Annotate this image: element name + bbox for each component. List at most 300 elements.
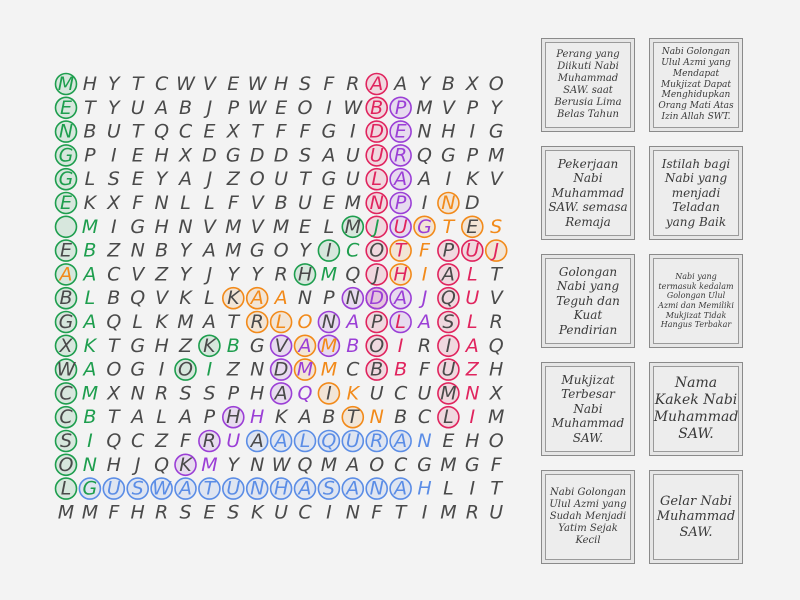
grid-letter[interactable]: N: [321, 311, 337, 333]
grid-letter[interactable]: I: [421, 192, 428, 214]
grid-letter[interactable]: T: [394, 501, 407, 524]
grid-letter[interactable]: F: [180, 430, 191, 452]
grid-letter[interactable]: S: [490, 215, 503, 238]
grid-letter[interactable]: Y: [299, 239, 311, 262]
grid-letter[interactable]: I: [469, 120, 476, 143]
grid-letter[interactable]: T: [442, 215, 455, 238]
grid-letter[interactable]: A: [370, 73, 384, 95]
grid-letter[interactable]: X: [107, 192, 121, 214]
grid-letter[interactable]: B: [370, 96, 384, 119]
grid-letter[interactable]: T: [346, 406, 359, 429]
grid-letter[interactable]: M: [81, 501, 99, 524]
grid-letter[interactable]: A: [131, 406, 145, 429]
grid-letter[interactable]: A: [322, 144, 336, 167]
grid-letter[interactable]: V: [202, 73, 216, 95]
grid-letter[interactable]: N: [417, 430, 432, 452]
grid-letter[interactable]: A: [202, 239, 216, 262]
grid-letter[interactable]: N: [250, 453, 265, 476]
grid-letter[interactable]: K: [203, 334, 216, 357]
grid-letter[interactable]: P: [466, 96, 479, 119]
grid-letter[interactable]: E: [227, 73, 240, 95]
grid-letter[interactable]: R: [465, 501, 479, 524]
grid-letter[interactable]: J: [493, 239, 500, 262]
grid-letter[interactable]: H: [417, 477, 432, 500]
grid-letter[interactable]: I: [445, 168, 452, 191]
grid-letter[interactable]: U: [130, 96, 145, 119]
grid-letter[interactable]: Y: [418, 73, 431, 95]
grid-letter[interactable]: U: [106, 120, 121, 143]
grid-letter[interactable]: I: [110, 215, 117, 238]
grid-letter[interactable]: N: [250, 358, 265, 381]
grid-letter[interactable]: Y: [227, 453, 240, 476]
grid-letter[interactable]: A: [441, 263, 455, 286]
grid-letter[interactable]: R: [417, 334, 432, 357]
grid-letter[interactable]: Q: [440, 287, 456, 310]
grid-letter[interactable]: I: [469, 477, 476, 500]
grid-letter[interactable]: T: [107, 406, 120, 429]
grid-letter[interactable]: O: [273, 239, 289, 262]
grid-letter[interactable]: F: [108, 501, 120, 524]
grid-letter[interactable]: U: [441, 358, 456, 381]
grid-letter[interactable]: S: [298, 144, 312, 167]
grid-letter[interactable]: F: [227, 192, 239, 214]
grid-letter[interactable]: T: [490, 263, 503, 286]
grid-letter[interactable]: F: [299, 120, 311, 143]
grid-letter[interactable]: S: [107, 168, 120, 191]
grid-letter[interactable]: M: [416, 96, 433, 119]
grid-letter[interactable]: C: [417, 406, 432, 429]
grid-letter[interactable]: I: [110, 144, 117, 167]
grid-letter[interactable]: B: [155, 239, 169, 262]
clue-card-5[interactable]: [541, 254, 635, 348]
grid-letter[interactable]: U: [226, 477, 241, 500]
grid-letter[interactable]: A: [250, 287, 264, 310]
grid-letter[interactable]: L: [395, 311, 406, 333]
grid-letter[interactable]: N: [297, 287, 313, 310]
grid-letter[interactable]: M: [344, 215, 362, 238]
grid-letter[interactable]: I: [158, 358, 165, 381]
grid-letter[interactable]: R: [370, 430, 384, 452]
grid-letter[interactable]: M: [296, 358, 314, 381]
grid-letter[interactable]: E: [59, 192, 73, 214]
grid-letter[interactable]: M: [487, 406, 505, 429]
grid-letter[interactable]: L: [443, 406, 454, 429]
grid-letter[interactable]: Z: [226, 358, 240, 381]
grid-letter[interactable]: R: [393, 144, 408, 167]
grid-letter[interactable]: E: [298, 215, 312, 238]
grid-letter[interactable]: E: [203, 120, 216, 143]
grid-letter[interactable]: N: [345, 287, 360, 310]
grid-letter[interactable]: B: [370, 358, 384, 381]
grid-letter[interactable]: T: [394, 239, 407, 262]
grid-letter[interactable]: K: [466, 168, 479, 191]
grid-letter[interactable]: N: [130, 239, 145, 262]
grid-letter[interactable]: Q: [345, 263, 361, 286]
grid-letter[interactable]: A: [346, 477, 360, 500]
grid-letter[interactable]: E: [275, 96, 288, 119]
grid-letter[interactable]: R: [202, 430, 217, 452]
grid-letter[interactable]: L: [204, 287, 215, 310]
grid-letter[interactable]: W: [56, 358, 76, 381]
grid-letter[interactable]: C: [298, 501, 312, 524]
grid-letter[interactable]: A: [83, 263, 97, 286]
grid-letter[interactable]: C: [59, 382, 73, 405]
grid-letter[interactable]: F: [275, 120, 287, 143]
grid-letter[interactable]: E: [442, 430, 455, 452]
grid-letter[interactable]: D: [369, 120, 385, 143]
grid-letter[interactable]: T: [227, 311, 240, 333]
grid-letter[interactable]: V: [250, 215, 264, 238]
grid-letter[interactable]: P: [227, 96, 240, 119]
grid-letter[interactable]: E: [466, 215, 479, 238]
clue-card-10[interactable]: [649, 470, 743, 564]
grid-letter[interactable]: I: [326, 382, 332, 405]
grid-letter[interactable]: S: [203, 382, 216, 405]
grid-letter[interactable]: A: [179, 406, 192, 429]
grid-letter[interactable]: B: [322, 406, 336, 429]
grid-letter[interactable]: B: [226, 334, 240, 357]
grid-letter[interactable]: S: [227, 501, 240, 524]
grid-letter[interactable]: U: [465, 287, 480, 310]
grid-letter[interactable]: K: [227, 287, 240, 310]
grid-letter[interactable]: I: [445, 334, 452, 357]
grid-letter[interactable]: U: [417, 382, 432, 405]
grid-letter[interactable]: F: [323, 73, 335, 95]
grid-letter[interactable]: B: [178, 96, 193, 119]
grid-letter[interactable]: N: [465, 382, 480, 405]
grid-letter[interactable]: A: [274, 287, 288, 310]
grid-letter[interactable]: R: [250, 311, 264, 333]
grid-letter[interactable]: M: [440, 501, 457, 524]
grid-letter[interactable]: U: [345, 144, 360, 167]
grid-letter[interactable]: O: [249, 168, 265, 191]
grid-letter[interactable]: I: [469, 406, 476, 429]
grid-letter[interactable]: I: [326, 239, 332, 262]
grid-letter[interactable]: F: [419, 239, 430, 262]
grid-letter[interactable]: U: [369, 382, 384, 405]
grid-letter[interactable]: X: [59, 334, 73, 357]
grid-letter[interactable]: N: [369, 192, 384, 214]
clue-card-9[interactable]: [541, 470, 635, 564]
grid-letter[interactable]: H: [465, 430, 480, 452]
grid-letter[interactable]: Y: [107, 96, 120, 119]
grid-letter[interactable]: S: [322, 477, 335, 500]
grid-letter[interactable]: P: [84, 144, 96, 167]
grid-letter[interactable]: I: [421, 263, 428, 286]
grid-letter[interactable]: V: [489, 287, 503, 310]
grid-letter[interactable]: N: [369, 406, 384, 429]
grid-letter[interactable]: O: [178, 358, 193, 381]
grid-letter[interactable]: C: [131, 430, 145, 452]
grid-letter[interactable]: P: [442, 239, 455, 262]
grid-letter[interactable]: U: [106, 477, 121, 500]
grid-letter[interactable]: Q: [297, 382, 313, 405]
grid-letter[interactable]: M: [320, 263, 338, 286]
grid-letter[interactable]: V: [274, 334, 288, 357]
grid-letter[interactable]: G: [58, 311, 74, 333]
grid-letter[interactable]: L: [275, 311, 287, 333]
grid-letter[interactable]: H: [82, 73, 98, 95]
grid-letter[interactable]: H: [106, 453, 121, 476]
grid-letter[interactable]: J: [206, 263, 213, 286]
grid-letter[interactable]: E: [394, 120, 407, 143]
grid-letter[interactable]: A: [59, 263, 73, 286]
grid-letter[interactable]: N: [345, 501, 360, 524]
grid-letter[interactable]: G: [58, 168, 74, 191]
grid-letter[interactable]: V: [202, 215, 216, 238]
grid-letter[interactable]: R: [346, 73, 360, 95]
grid-letter[interactable]: M: [320, 453, 338, 476]
grid-letter[interactable]: W: [271, 453, 291, 476]
grid-letter[interactable]: R: [154, 382, 169, 405]
grid-letter[interactable]: C: [154, 73, 169, 95]
grid-letter[interactable]: C: [393, 382, 408, 405]
grid-letter[interactable]: E: [322, 192, 335, 214]
grid-letter[interactable]: L: [84, 168, 96, 191]
grid-letter[interactable]: H: [154, 334, 169, 357]
grid-letter[interactable]: L: [467, 263, 478, 286]
grid-letter[interactable]: H: [297, 263, 313, 286]
grid-letter[interactable]: U: [393, 215, 408, 238]
grid-letter[interactable]: S: [179, 501, 192, 524]
grid-letter[interactable]: P: [466, 144, 479, 167]
grid-letter[interactable]: T: [84, 96, 96, 119]
grid-letter[interactable]: D: [273, 358, 289, 381]
grid-letter[interactable]: V: [441, 96, 455, 119]
grid-letter[interactable]: N: [178, 215, 193, 238]
grid-letter[interactable]: G: [249, 239, 265, 262]
grid-letter[interactable]: E: [59, 239, 73, 262]
grid-letter[interactable]: G: [82, 477, 98, 500]
grid-letter[interactable]: U: [226, 430, 241, 452]
grid-letter[interactable]: T: [490, 477, 503, 500]
grid-letter[interactable]: A: [394, 73, 408, 95]
grid-letter[interactable]: T: [203, 477, 216, 500]
grid-letter[interactable]: X: [226, 120, 240, 143]
grid-letter[interactable]: L: [180, 192, 191, 214]
grid-letter[interactable]: M: [487, 144, 505, 167]
grid-letter[interactable]: A: [465, 334, 479, 357]
grid-letter[interactable]: S: [298, 73, 312, 95]
grid-letter[interactable]: M: [57, 501, 75, 524]
grid-letter[interactable]: F: [490, 453, 502, 476]
grid-letter[interactable]: G: [130, 334, 146, 357]
grid-letter[interactable]: E: [59, 96, 73, 119]
grid-letter[interactable]: X: [107, 382, 121, 405]
grid-letter[interactable]: T: [131, 120, 144, 143]
grid-letter[interactable]: M: [440, 453, 457, 476]
grid-letter[interactable]: A: [394, 287, 408, 310]
grid-letter[interactable]: B: [394, 406, 408, 429]
grid-letter[interactable]: H: [226, 406, 241, 429]
grid-letter[interactable]: G: [464, 453, 480, 476]
grid-letter[interactable]: P: [227, 382, 240, 405]
grid-letter[interactable]: W: [343, 96, 363, 119]
grid-letter[interactable]: K: [155, 311, 168, 333]
grid-letter[interactable]: D: [273, 144, 289, 167]
grid-letter[interactable]: C: [178, 120, 193, 143]
grid-letter[interactable]: I: [397, 334, 404, 357]
grid-letter[interactable]: M: [440, 382, 457, 405]
grid-letter[interactable]: M: [320, 358, 338, 381]
grid-letter[interactable]: C: [59, 406, 73, 429]
clue-card-3[interactable]: [541, 146, 635, 240]
grid-letter[interactable]: P: [394, 192, 407, 214]
grid-letter[interactable]: A: [179, 477, 192, 500]
grid-letter[interactable]: A: [274, 382, 288, 405]
grid-letter[interactable]: C: [346, 358, 360, 381]
grid-letter[interactable]: N: [369, 477, 384, 500]
grid-letter[interactable]: V: [131, 263, 145, 286]
grid-letter[interactable]: Z: [178, 334, 193, 357]
grid-letter[interactable]: O: [58, 453, 74, 476]
grid-letter[interactable]: S: [179, 382, 192, 405]
grid-letter[interactable]: X: [489, 382, 503, 405]
grid-letter[interactable]: L: [156, 406, 167, 429]
grid-letter[interactable]: S: [442, 311, 455, 333]
grid-letter[interactable]: U: [489, 501, 504, 524]
grid-letter[interactable]: Q: [154, 453, 170, 476]
grid-letter[interactable]: J: [421, 287, 428, 310]
grid-letter[interactable]: G: [130, 358, 146, 381]
grid-letter[interactable]: W: [176, 73, 195, 95]
grid-letter[interactable]: K: [179, 287, 192, 310]
grid-letter[interactable]: N: [441, 192, 456, 214]
grid-letter[interactable]: A: [418, 311, 431, 333]
grid-letter[interactable]: G: [488, 120, 504, 143]
grid-letter[interactable]: W: [247, 96, 267, 119]
grid-letter[interactable]: B: [83, 406, 97, 429]
grid-letter[interactable]: S: [59, 430, 73, 452]
grid-letter[interactable]: O: [297, 96, 313, 119]
grid-letter[interactable]: J: [134, 453, 141, 476]
grid-letter[interactable]: A: [250, 430, 264, 452]
grid-letter[interactable]: C: [393, 453, 408, 476]
grid-letter[interactable]: B: [107, 287, 121, 310]
grid-letter[interactable]: J: [206, 168, 213, 191]
grid-letter[interactable]: V: [155, 287, 169, 310]
grid-letter[interactable]: U: [274, 501, 289, 524]
grid-letter[interactable]: E: [131, 168, 144, 191]
grid-letter[interactable]: G: [249, 334, 265, 357]
grid-letter[interactable]: Y: [179, 239, 192, 262]
grid-letter[interactable]: I: [349, 120, 356, 143]
grid-letter[interactable]: Q: [130, 287, 146, 310]
grid-letter[interactable]: W: [152, 477, 171, 500]
grid-letter[interactable]: I: [87, 430, 93, 452]
grid-letter[interactable]: V: [489, 168, 503, 191]
grid-letter[interactable]: N: [58, 120, 74, 143]
grid-letter[interactable]: A: [418, 168, 431, 191]
grid-letter[interactable]: A: [274, 430, 288, 452]
grid-letter[interactable]: L: [371, 168, 382, 191]
grid-letter[interactable]: O: [488, 430, 504, 452]
grid-letter[interactable]: Z: [107, 239, 121, 262]
grid-letter[interactable]: Y: [107, 73, 120, 95]
grid-letter[interactable]: H: [273, 73, 289, 95]
clue-card-6[interactable]: [649, 254, 743, 348]
grid-letter[interactable]: F: [132, 192, 144, 214]
grid-letter[interactable]: F: [419, 358, 430, 381]
grid-letter[interactable]: K: [250, 501, 264, 524]
grid-letter[interactable]: M: [320, 334, 338, 357]
grid-letter[interactable]: V: [250, 192, 264, 214]
grid-letter[interactable]: T: [299, 168, 311, 191]
grid-letter[interactable]: A: [179, 168, 192, 191]
grid-letter[interactable]: Q: [297, 453, 313, 476]
grid-letter[interactable]: G: [321, 120, 337, 143]
grid-letter[interactable]: B: [441, 73, 455, 95]
grid-letter[interactable]: M: [81, 382, 99, 405]
grid-letter[interactable]: B: [83, 239, 97, 262]
clue-card-4[interactable]: [649, 146, 743, 240]
grid-letter[interactable]: L: [60, 477, 72, 500]
grid-letter[interactable]: A: [83, 311, 97, 333]
grid-letter[interactable]: Z: [226, 168, 240, 191]
grid-letter[interactable]: O: [106, 358, 122, 381]
grid-letter[interactable]: N: [154, 192, 169, 214]
grid-letter[interactable]: G: [225, 144, 241, 167]
grid-letter[interactable]: H: [273, 477, 289, 500]
grid-letter[interactable]: G: [417, 215, 432, 238]
grid-letter[interactable]: H: [154, 215, 169, 238]
grid-letter[interactable]: M: [201, 453, 218, 476]
grid-letter[interactable]: N: [130, 382, 145, 405]
grid-letter[interactable]: D: [464, 192, 480, 214]
grid-letter[interactable]: R: [274, 263, 288, 286]
grid-letter[interactable]: L: [467, 311, 478, 333]
clue-card-7[interactable]: [541, 362, 635, 456]
grid-letter[interactable]: K: [83, 192, 97, 214]
grid-letter[interactable]: I: [326, 96, 332, 119]
grid-letter[interactable]: O: [369, 453, 385, 476]
grid-letter[interactable]: M: [57, 73, 75, 95]
grid-letter[interactable]: H: [154, 144, 169, 167]
grid-letter[interactable]: B: [394, 358, 408, 381]
grid-letter[interactable]: X: [465, 73, 479, 95]
grid-letter[interactable]: M: [81, 215, 99, 238]
grid-letter[interactable]: A: [298, 334, 312, 357]
grid-letter[interactable]: T: [107, 334, 120, 357]
grid-letter[interactable]: M: [225, 239, 242, 262]
grid-letter[interactable]: T: [251, 120, 264, 143]
grid-letter[interactable]: N: [250, 477, 265, 500]
grid-letter[interactable]: L: [323, 215, 335, 238]
grid-letter[interactable]: O: [297, 311, 313, 333]
grid-letter[interactable]: H: [393, 263, 408, 286]
grid-letter[interactable]: R: [489, 311, 503, 333]
grid-letter[interactable]: A: [155, 96, 169, 119]
clue-card-2[interactable]: [649, 38, 743, 132]
grid-letter[interactable]: A: [394, 430, 408, 452]
grid-letter[interactable]: G: [130, 215, 146, 238]
grid-letter[interactable]: H: [130, 501, 145, 524]
grid-letter[interactable]: M: [344, 192, 362, 214]
grid-letter[interactable]: P: [394, 96, 407, 119]
grid-letter[interactable]: X: [178, 144, 193, 167]
grid-letter[interactable]: G: [58, 144, 74, 167]
grid-letter[interactable]: I: [206, 358, 213, 381]
grid-letter[interactable]: A: [298, 406, 312, 429]
grid-letter[interactable]: D: [249, 144, 265, 167]
grid-letter[interactable]: D: [369, 287, 385, 310]
grid-letter[interactable]: I: [421, 501, 428, 524]
grid-letter[interactable]: I: [326, 501, 332, 524]
grid-letter[interactable]: O: [369, 334, 385, 357]
grid-letter[interactable]: L: [204, 192, 215, 214]
grid-letter[interactable]: K: [83, 334, 97, 357]
grid-letter[interactable]: K: [274, 406, 288, 429]
